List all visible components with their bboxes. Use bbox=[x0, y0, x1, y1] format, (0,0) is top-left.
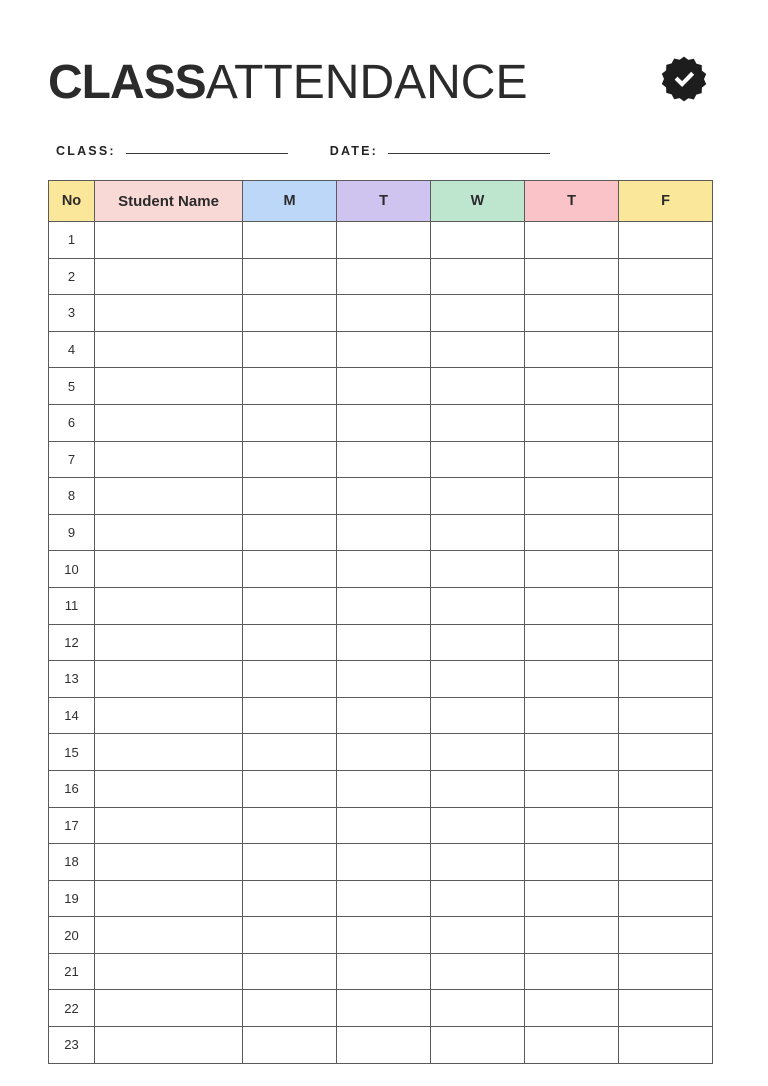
tuesday-cell[interactable] bbox=[337, 953, 431, 990]
monday-cell[interactable] bbox=[243, 990, 337, 1027]
row-number: 4 bbox=[49, 331, 95, 368]
thursday-cell[interactable] bbox=[525, 807, 619, 844]
friday-cell[interactable] bbox=[619, 368, 713, 405]
row-number: 19 bbox=[49, 880, 95, 917]
friday-cell[interactable] bbox=[619, 807, 713, 844]
column-header-friday: F bbox=[619, 181, 713, 222]
thursday-cell[interactable] bbox=[525, 770, 619, 807]
page-title-bold: CLASS bbox=[48, 56, 206, 109]
table-header bbox=[49, 181, 713, 222]
monday-cell[interactable] bbox=[243, 368, 337, 405]
monday-cell[interactable] bbox=[243, 917, 337, 954]
student-name-cell[interactable] bbox=[95, 331, 243, 368]
friday-cell[interactable] bbox=[619, 331, 713, 368]
column-header-thursday: T bbox=[525, 181, 619, 222]
wednesday-cell[interactable] bbox=[431, 441, 525, 478]
monday-cell[interactable] bbox=[243, 880, 337, 917]
student-name-cell[interactable] bbox=[95, 734, 243, 771]
wednesday-cell[interactable] bbox=[431, 953, 525, 990]
thursday-cell[interactable] bbox=[525, 734, 619, 771]
table-row bbox=[49, 917, 713, 954]
table-header-row bbox=[49, 181, 713, 222]
thursday-cell[interactable] bbox=[525, 368, 619, 405]
table-body bbox=[49, 222, 713, 1064]
friday-cell[interactable] bbox=[619, 551, 713, 588]
friday-cell[interactable] bbox=[619, 880, 713, 917]
meta-row bbox=[48, 136, 720, 158]
monday-cell[interactable] bbox=[243, 697, 337, 734]
page-header bbox=[48, 52, 720, 114]
date-label: DATE: bbox=[329, 144, 378, 158]
wednesday-cell[interactable] bbox=[431, 404, 525, 441]
wednesday-cell[interactable] bbox=[431, 222, 525, 259]
friday-cell[interactable] bbox=[619, 734, 713, 771]
tuesday-cell[interactable] bbox=[337, 295, 431, 332]
table-row bbox=[49, 551, 713, 588]
monday-cell[interactable] bbox=[243, 807, 337, 844]
thursday-cell[interactable] bbox=[525, 990, 619, 1027]
table-row bbox=[49, 661, 713, 698]
wednesday-cell[interactable] bbox=[431, 258, 525, 295]
tuesday-cell[interactable] bbox=[337, 844, 431, 881]
row-number: 3 bbox=[49, 295, 95, 332]
monday-cell[interactable] bbox=[243, 478, 337, 515]
monday-cell[interactable] bbox=[243, 404, 337, 441]
monday-cell[interactable] bbox=[243, 1027, 337, 1064]
friday-cell[interactable] bbox=[619, 844, 713, 881]
friday-cell[interactable] bbox=[619, 587, 713, 624]
monday-cell[interactable] bbox=[243, 441, 337, 478]
row-number: 13 bbox=[49, 661, 95, 698]
table-row bbox=[49, 807, 713, 844]
row-number: 5 bbox=[49, 368, 95, 405]
row-number: 11 bbox=[49, 587, 95, 624]
table-row bbox=[49, 441, 713, 478]
student-name-cell[interactable] bbox=[95, 258, 243, 295]
tuesday-cell[interactable] bbox=[337, 258, 431, 295]
thursday-cell[interactable] bbox=[525, 258, 619, 295]
monday-cell[interactable] bbox=[243, 258, 337, 295]
row-number: 9 bbox=[49, 514, 95, 551]
monday-cell[interactable] bbox=[243, 661, 337, 698]
thursday-cell[interactable] bbox=[525, 551, 619, 588]
row-number: 22 bbox=[49, 990, 95, 1027]
table-row bbox=[49, 844, 713, 881]
friday-cell[interactable] bbox=[619, 1027, 713, 1064]
tuesday-cell[interactable] bbox=[337, 917, 431, 954]
thursday-cell[interactable] bbox=[525, 404, 619, 441]
friday-cell[interactable] bbox=[619, 478, 713, 515]
wednesday-cell[interactable] bbox=[431, 844, 525, 881]
wednesday-cell[interactable] bbox=[431, 624, 525, 661]
table-row bbox=[49, 258, 713, 295]
date-input[interactable] bbox=[388, 152, 550, 154]
student-name-cell[interactable] bbox=[95, 807, 243, 844]
row-number: 7 bbox=[49, 441, 95, 478]
row-number: 17 bbox=[49, 807, 95, 844]
thursday-cell[interactable] bbox=[525, 222, 619, 259]
thursday-cell[interactable] bbox=[525, 661, 619, 698]
row-number: 12 bbox=[49, 624, 95, 661]
student-name-cell[interactable] bbox=[95, 514, 243, 551]
row-number: 1 bbox=[49, 222, 95, 259]
tuesday-cell[interactable] bbox=[337, 661, 431, 698]
table-row bbox=[49, 331, 713, 368]
tuesday-cell[interactable] bbox=[337, 441, 431, 478]
thursday-cell[interactable] bbox=[525, 478, 619, 515]
row-number: 15 bbox=[49, 734, 95, 771]
tuesday-cell[interactable] bbox=[337, 331, 431, 368]
tuesday-cell[interactable] bbox=[337, 514, 431, 551]
table-row bbox=[49, 734, 713, 771]
wednesday-cell[interactable] bbox=[431, 661, 525, 698]
student-name-cell[interactable] bbox=[95, 990, 243, 1027]
monday-cell[interactable] bbox=[243, 222, 337, 259]
tuesday-cell[interactable] bbox=[337, 551, 431, 588]
student-name-cell[interactable] bbox=[95, 770, 243, 807]
friday-cell[interactable] bbox=[619, 404, 713, 441]
tuesday-cell[interactable] bbox=[337, 1027, 431, 1064]
tuesday-cell[interactable] bbox=[337, 880, 431, 917]
row-number: 16 bbox=[49, 770, 95, 807]
class-input[interactable] bbox=[126, 152, 288, 154]
monday-cell[interactable] bbox=[243, 587, 337, 624]
monday-cell[interactable] bbox=[243, 331, 337, 368]
attendance-table bbox=[48, 180, 713, 1064]
student-name-cell[interactable] bbox=[95, 697, 243, 734]
check-badge-icon bbox=[656, 55, 712, 111]
tuesday-cell[interactable] bbox=[337, 222, 431, 259]
wednesday-cell[interactable] bbox=[431, 1027, 525, 1064]
table-row bbox=[49, 1027, 713, 1064]
table-row bbox=[49, 514, 713, 551]
page-title-light: ATTENDANCE bbox=[205, 56, 528, 109]
column-header-no: No bbox=[49, 181, 95, 222]
student-name-cell[interactable] bbox=[95, 404, 243, 441]
wednesday-cell[interactable] bbox=[431, 587, 525, 624]
thursday-cell[interactable] bbox=[525, 514, 619, 551]
row-number: 21 bbox=[49, 953, 95, 990]
row-number: 20 bbox=[49, 917, 95, 954]
student-name-cell[interactable] bbox=[95, 624, 243, 661]
thursday-cell[interactable] bbox=[525, 880, 619, 917]
wednesday-cell[interactable] bbox=[431, 807, 525, 844]
table-row bbox=[49, 295, 713, 332]
wednesday-cell[interactable] bbox=[431, 514, 525, 551]
friday-cell[interactable] bbox=[619, 953, 713, 990]
wednesday-cell[interactable] bbox=[431, 331, 525, 368]
column-header-monday: M bbox=[243, 181, 337, 222]
table-row bbox=[49, 990, 713, 1027]
wednesday-cell[interactable] bbox=[431, 551, 525, 588]
table-row bbox=[49, 770, 713, 807]
tuesday-cell[interactable] bbox=[337, 770, 431, 807]
table-row bbox=[49, 953, 713, 990]
friday-cell[interactable] bbox=[619, 514, 713, 551]
friday-cell[interactable] bbox=[619, 697, 713, 734]
tuesday-cell[interactable] bbox=[337, 404, 431, 441]
row-number: 14 bbox=[49, 697, 95, 734]
column-header-tuesday: T bbox=[337, 181, 431, 222]
monday-cell[interactable] bbox=[243, 953, 337, 990]
tuesday-cell[interactable] bbox=[337, 368, 431, 405]
thursday-cell[interactable] bbox=[525, 331, 619, 368]
row-number: 6 bbox=[49, 404, 95, 441]
wednesday-cell[interactable] bbox=[431, 478, 525, 515]
column-header-name: Student Name bbox=[95, 181, 243, 222]
tuesday-cell[interactable] bbox=[337, 807, 431, 844]
friday-cell[interactable] bbox=[619, 441, 713, 478]
row-number: 2 bbox=[49, 258, 95, 295]
table-row bbox=[49, 587, 713, 624]
row-number: 23 bbox=[49, 1027, 95, 1064]
student-name-cell[interactable] bbox=[95, 1027, 243, 1064]
tuesday-cell[interactable] bbox=[337, 478, 431, 515]
table-row bbox=[49, 478, 713, 515]
thursday-cell[interactable] bbox=[525, 1027, 619, 1064]
wednesday-cell[interactable] bbox=[431, 990, 525, 1027]
student-name-cell[interactable] bbox=[95, 953, 243, 990]
student-name-cell[interactable] bbox=[95, 368, 243, 405]
monday-cell[interactable] bbox=[243, 514, 337, 551]
monday-cell[interactable] bbox=[243, 624, 337, 661]
friday-cell[interactable] bbox=[619, 258, 713, 295]
thursday-cell[interactable] bbox=[525, 953, 619, 990]
table-row bbox=[49, 880, 713, 917]
monday-cell[interactable] bbox=[243, 844, 337, 881]
student-name-cell[interactable] bbox=[95, 551, 243, 588]
wednesday-cell[interactable] bbox=[431, 917, 525, 954]
wednesday-cell[interactable] bbox=[431, 734, 525, 771]
wednesday-cell[interactable] bbox=[431, 295, 525, 332]
table-row bbox=[49, 222, 713, 259]
monday-cell[interactable] bbox=[243, 551, 337, 588]
row-number: 8 bbox=[49, 478, 95, 515]
tuesday-cell[interactable] bbox=[337, 697, 431, 734]
student-name-cell[interactable] bbox=[95, 295, 243, 332]
thursday-cell[interactable] bbox=[525, 587, 619, 624]
friday-cell[interactable] bbox=[619, 624, 713, 661]
table-row bbox=[49, 697, 713, 734]
monday-cell[interactable] bbox=[243, 734, 337, 771]
row-number: 18 bbox=[49, 844, 95, 881]
student-name-cell[interactable] bbox=[95, 441, 243, 478]
thursday-cell[interactable] bbox=[525, 917, 619, 954]
friday-cell[interactable] bbox=[619, 295, 713, 332]
monday-cell[interactable] bbox=[243, 770, 337, 807]
friday-cell[interactable] bbox=[619, 661, 713, 698]
tuesday-cell[interactable] bbox=[337, 624, 431, 661]
row-number: 10 bbox=[49, 551, 95, 588]
thursday-cell[interactable] bbox=[525, 441, 619, 478]
tuesday-cell[interactable] bbox=[337, 587, 431, 624]
student-name-cell[interactable] bbox=[95, 478, 243, 515]
student-name-cell[interactable] bbox=[95, 844, 243, 881]
friday-cell[interactable] bbox=[619, 917, 713, 954]
thursday-cell[interactable] bbox=[525, 295, 619, 332]
wednesday-cell[interactable] bbox=[431, 697, 525, 734]
student-name-cell[interactable] bbox=[95, 917, 243, 954]
table-row bbox=[49, 404, 713, 441]
tuesday-cell[interactable] bbox=[337, 734, 431, 771]
friday-cell[interactable] bbox=[619, 222, 713, 259]
wednesday-cell[interactable] bbox=[431, 880, 525, 917]
student-name-cell[interactable] bbox=[95, 880, 243, 917]
tuesday-cell[interactable] bbox=[337, 990, 431, 1027]
thursday-cell[interactable] bbox=[525, 624, 619, 661]
friday-cell[interactable] bbox=[619, 990, 713, 1027]
student-name-cell[interactable] bbox=[95, 661, 243, 698]
monday-cell[interactable] bbox=[243, 295, 337, 332]
wednesday-cell[interactable] bbox=[431, 368, 525, 405]
class-label: CLASS: bbox=[56, 144, 116, 158]
thursday-cell[interactable] bbox=[525, 697, 619, 734]
column-header-wednesday: W bbox=[431, 181, 525, 222]
thursday-cell[interactable] bbox=[525, 844, 619, 881]
student-name-cell[interactable] bbox=[95, 587, 243, 624]
table-row bbox=[49, 624, 713, 661]
friday-cell[interactable] bbox=[619, 770, 713, 807]
student-name-cell[interactable] bbox=[95, 222, 243, 259]
table-row bbox=[49, 368, 713, 405]
wednesday-cell[interactable] bbox=[431, 770, 525, 807]
page-title bbox=[48, 56, 528, 109]
